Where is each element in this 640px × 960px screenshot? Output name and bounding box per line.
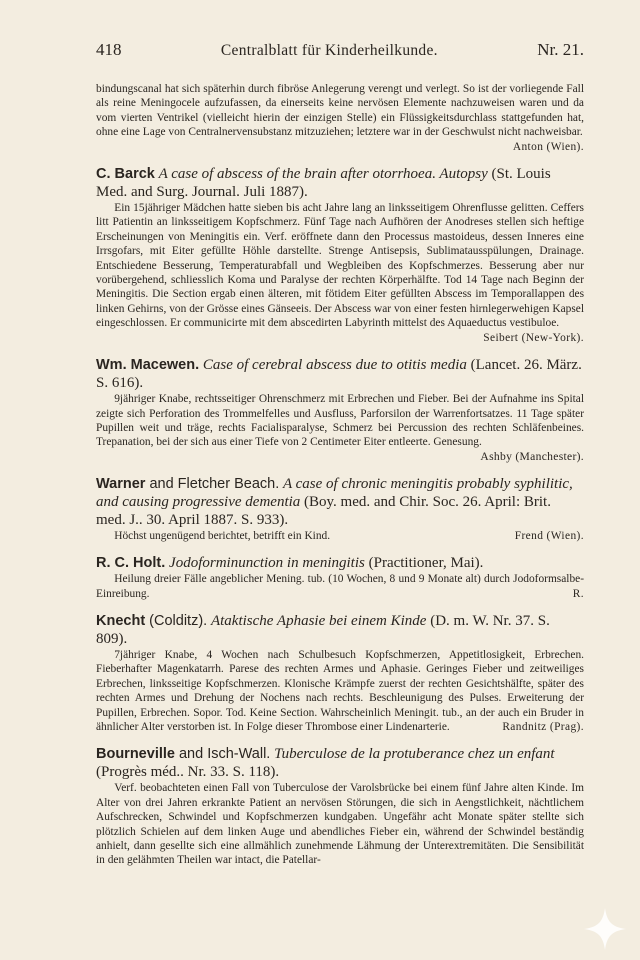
entry-author-rest: (Colditz).	[145, 612, 208, 629]
intro-signature: Anton (Wien).	[512, 140, 584, 153]
entry-signature: R.	[572, 587, 584, 600]
entry-author: C. Barck	[96, 166, 155, 183]
entry-signature: Ashby (Manchester).	[480, 449, 584, 463]
entry-title: A case of abscess of the brain after otorrhoea. Autopsy	[158, 166, 488, 183]
entry-body-text: Ein 15jähriger Mädchen hatte sieben bis acht Jahre lang an linksseitigem Ohrenflusse gelitten. Ceffers litt Patientin an linksseitigem Kopfschmerz. Fünf Tage nach Aufhören der Anodreses stellen sich heftige Erscheinungen von Meningitis ein. Verf. eröffnete dann den Processus mastoideus, dessen Inneres eine Irrsgofars, mit Eiter gefüllte Höhle darstellte. Strenge Antisepsis, Sublimatausspülungen, Drainage. Entschiedene Besserung, Temperaturabfall und Wegbleiben des Kopfschmerzes. Besserung aber nur vorübergehend, schliesslich Koma und Paralyse der rechten Körperhälfte. Tod 14 Tage nach Beginn der Meningitis. Die Section ergab einen älteren, mit fötidem Eiter gefüllten Abscess im Temporallappen des linken Gehirns, von der Grösse eines Gänseeis. Der Abscess war von einer festen hirnlegerwehigen Kapsel eingeschlossen. Er communicirte mit dem abscedirten Labyrinth mittelst des Aquaeductus vestibuloe.	[96, 202, 584, 330]
document-page	[96, 40, 584, 868]
intro-paragraph	[96, 82, 584, 154]
entry-title: Case of cerebral abscess due to otitis media	[202, 357, 467, 374]
entry-body	[96, 392, 584, 450]
entry-body-text: Heilung dreier Fälle angeblicher Mening. tub. (10 Wochen, 8 und 9 Monate alt) durch Jodoformsalbe-Einreibung.	[96, 573, 584, 600]
entry-citation: (Boy. med. and Chir. Soc. 26. April: Brit. med. J.. 30. April 1887. S. 933).	[96, 493, 551, 528]
entry-author: R. C. Holt.	[96, 555, 166, 572]
entry-heading	[96, 356, 584, 392]
sparkle-icon	[582, 906, 628, 952]
entry-author: Wm. Macewen.	[96, 357, 200, 374]
abstract-entry	[96, 356, 584, 464]
page-number: 418	[96, 40, 122, 59]
entry-heading	[96, 475, 584, 529]
page-header	[96, 40, 584, 68]
abstract-entry	[96, 612, 584, 734]
entry-citation: (D. m. W. Nr. 37. S. 809).	[96, 612, 550, 647]
entry-body	[96, 529, 584, 543]
entry-body-text: 9jähriger Knabe, rechtsseitiger Ohrenschmerz mit Erbrechen und Fieber. Bei der Aufnahme ins Spital zeigte sich Perforation des Trommelfelles und Ausfluss, Parforsilon der Warrenfortsatzes. 11 Tage später Pupillen weit und träge, rechts Facialisparalyse, Schmerz bei Percussion des rechten Schläfenbeines. Trepanation, bei der sich aus einer Tiefe von 2 Centimeter Eiter entleerte. Genesung.	[96, 393, 584, 449]
entry-body-text: 7jähriger Knabe, 4 Wochen nach Schulbesuch Kopfschmerzen, Appetitlosigkeit, Erbrechen. Fieberhafter Magenkatarrh. Parese des rechten Armes und Aphasie. Geringes Fieber und zeitweiliges Erbrechen, linksseitige Kopfschmerzen. Klonische Krämpfe zuerst der rechten Gesichtshälfte, später des rechten Armes und Drehung der Nochens nach rechts. Beschleunigung des Pulses. Erweiterung der Pupillen, Erbrechen. Sopor. Tod. Keine Section. Wahrscheinlich Meningit. tub., an der auch ein Bruder in ähnlicher Alter verstorben ist. In Folge dieser Thrombose einer Lindenarterie.	[96, 648, 584, 733]
entry-author-rest: and Isch-Wall.	[174, 746, 271, 763]
abstract-entry	[96, 745, 584, 867]
entry-body	[96, 572, 584, 601]
entry-title: A case of chronic meningitis probably syphilitic, and causing progressive dementia	[96, 475, 573, 510]
entry-citation: (St. Louis Med. and Surg. Journal. Juli 1887).	[96, 166, 551, 201]
entry-author: Knecht	[96, 612, 146, 629]
entry-body	[96, 781, 584, 867]
entry-citation: (Practitioner, Mai).	[368, 555, 484, 572]
entry-body-text: Höchst ungenügend berichtet, betrifft ein Kind.	[114, 529, 331, 542]
entry-title: Jodoforminunction in meningitis	[169, 555, 365, 572]
entry-author: Warner	[96, 475, 146, 492]
entry-body-text: Verf. beobachteten einen Fall von Tuberculose der Varolsbrücke bei einem fünf Jahre alten Kinde. Im Alter von drei Jahren erkrankte Patient an nervösen Störungen, die sich in Aengstlichkeit, nächtlichem Aufschrecken, Schwindel und Kopfschmerzen kundgaben. Ungefähr acht Monate später stellte sich plötzlich Schielen auf dem linken Auge und abendliches Fieber ein, während der Schwindel beständig anhielt, dann gesellte sich eine allmählich zunehmende Lähmung der Unterextremitäten. Die Sensibilität in den gelähmten Theilen war intact, die Patellar-	[96, 782, 584, 867]
entry-author-rest: and Fletcher Beach.	[145, 475, 280, 492]
entry-heading	[96, 165, 584, 201]
entry-title: Tuberculose de la protuberance chez un enfant	[274, 746, 555, 763]
entry-citation: (Lancet. 26. März. S. 616).	[96, 357, 582, 392]
entry-signature: Frend (Wien).	[514, 529, 584, 542]
entry-signature: Randnitz (Prag).	[502, 720, 584, 733]
entry-body	[96, 201, 584, 345]
issue-number: Nr. 21.	[537, 40, 584, 59]
entry-citation: (Progrès méd.. Nr. 33. S. 118).	[96, 764, 280, 781]
entry-heading	[96, 612, 584, 648]
abstract-entry	[96, 554, 584, 601]
abstract-entry	[96, 165, 584, 345]
abstract-entry	[96, 475, 584, 543]
entry-title: Ataktische Aphasie bei einem Kinde	[210, 612, 427, 629]
entry-heading	[96, 554, 584, 572]
entry-body	[96, 648, 584, 734]
journal-title: Centralblatt für Kinderheilkunde.	[220, 42, 438, 59]
intro-text: bindungscanal hat sich späterhin durch fibröse Anlegerung verengt und verlegt. So ist der vorliegende Fall als reine Meningocele aufzufassen, da einerseits keine nervösen Elemente nachzuweisen waren und da vom vierten Ventrikel (vielleicht hierin der einzigen Stelle) ein Flüssigkeitsdurchlass stattgefunden hat, ohne eine Lage von Centralnervensubstanz mitzuziehen; letztere war in der Geschwulst nicht nachweisbar.	[96, 83, 584, 139]
entry-heading	[96, 745, 584, 781]
entry-author: Bourneville	[96, 746, 175, 763]
entry-signature: Seibert (New-York).	[483, 331, 584, 344]
